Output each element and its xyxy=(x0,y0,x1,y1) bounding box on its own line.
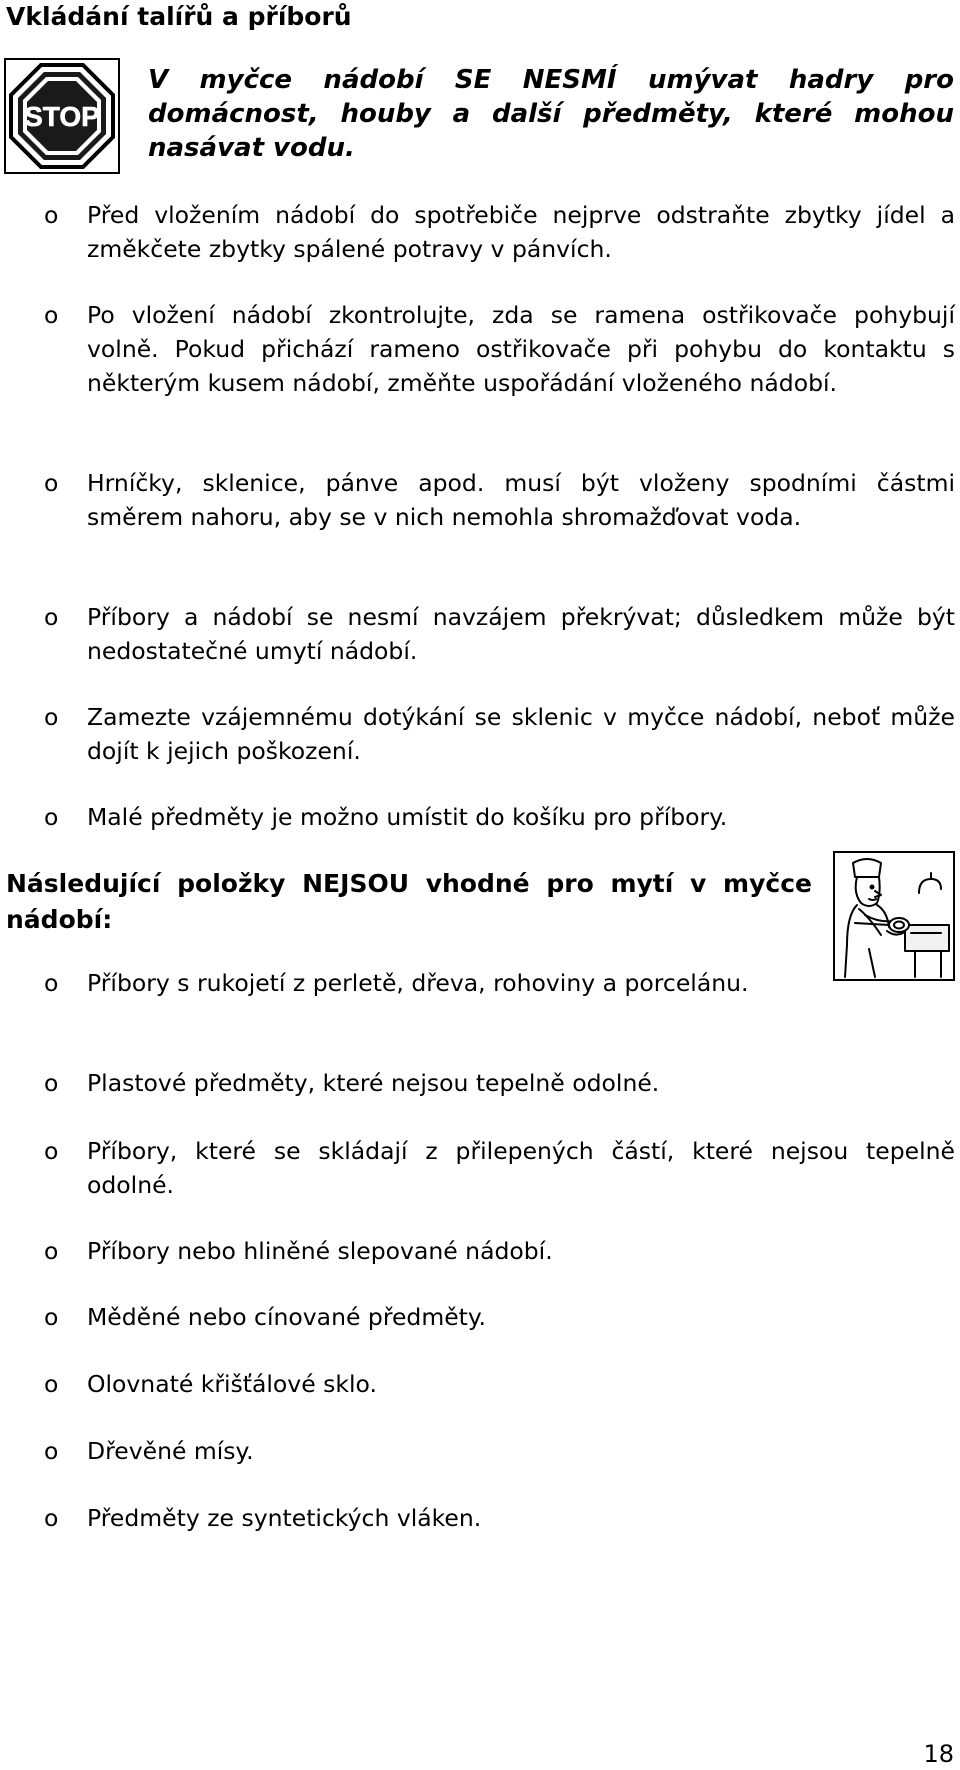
bullet-icon: o xyxy=(44,603,59,631)
list-item-text: Plastové předměty, které nejsou tepelně odolné. xyxy=(87,1069,660,1097)
list-item-text: Zamezte vzájemnému dotýkání se sklenic v myčce nádobí, neboť může dojít k jejich poškození. xyxy=(87,703,955,765)
list-item-text: Příbory a nádobí se nesmí navzájem překrývat; důsledkem může být nedostatečné umytí nádobí. xyxy=(87,603,955,665)
list-item-text: Olovnaté křišťálové sklo. xyxy=(87,1370,377,1398)
list-item-text: Malé předměty je možno umístit do košíku pro příbory. xyxy=(87,803,728,831)
list-item-text: Příbory, které se skládají z přilepených částí, které nejsou tepelně odolné. xyxy=(87,1137,955,1199)
bullet-icon: o xyxy=(44,1504,59,1532)
bullet-icon: o xyxy=(44,1069,59,1097)
list-item-text: Před vložením nádobí do spotřebiče nejprve odstraňte zbytky jídel a změkčete zbytky spálené potravy v pánvích. xyxy=(87,201,955,263)
bullet-icon: o xyxy=(44,1303,59,1331)
bullet-icon: o xyxy=(44,1237,59,1265)
list-item-text: Příbory s rukojetí z perletě, dřeva, rohoviny a porcelánu. xyxy=(87,969,749,997)
list-item-text: Po vložení nádobí zkontrolujte, zda se ramena ostřikovače pohybují volně. Pokud přichází rameno ostřikovače při pohybu do kontaktu s některým kusem nádobí, změňte uspořádání vloženého nádobí. xyxy=(87,301,955,397)
list-item-text: Měděné nebo cínované předměty. xyxy=(87,1303,486,1331)
bullet-icon: o xyxy=(44,703,59,731)
bullet-icon: o xyxy=(44,301,59,329)
list-item-text: Hrníčky, sklenice, pánve apod. musí být vloženy spodními částmi směrem nahoru, aby se v nich nemohla shromažďovat voda. xyxy=(87,469,955,531)
bullet-icon: o xyxy=(44,1437,59,1465)
bullet-icon: o xyxy=(44,969,59,997)
bullet-icon: o xyxy=(44,469,59,497)
page-heading: Vkládání talířů a příborů xyxy=(6,2,352,31)
bullet-icon: o xyxy=(44,201,59,229)
list-item-text: Dřevěné mísy. xyxy=(87,1437,254,1465)
bullet-icon: o xyxy=(44,803,59,831)
stop-sign-icon xyxy=(4,58,120,174)
dishwashing-person-illustration xyxy=(833,851,955,981)
bullet-icon: o xyxy=(44,1370,59,1398)
bullet-icon: o xyxy=(44,1137,59,1165)
warning-text: V myčce nádobí SE NESMÍ umývat hadry pro domácnost, houby a další předměty, které mohou nasávat vodu. xyxy=(148,65,954,163)
list-item-text: Předměty ze syntetických vláken. xyxy=(87,1504,482,1532)
page-number: 18 xyxy=(923,1740,954,1768)
list-item-text: Příbory nebo hliněné slepované nádobí. xyxy=(87,1237,553,1265)
stop-sign-text: STOP xyxy=(24,101,100,132)
unsuitable-items-heading: Následující položky NEJSOU vhodné pro mytí v myčce nádobí: xyxy=(6,869,812,934)
